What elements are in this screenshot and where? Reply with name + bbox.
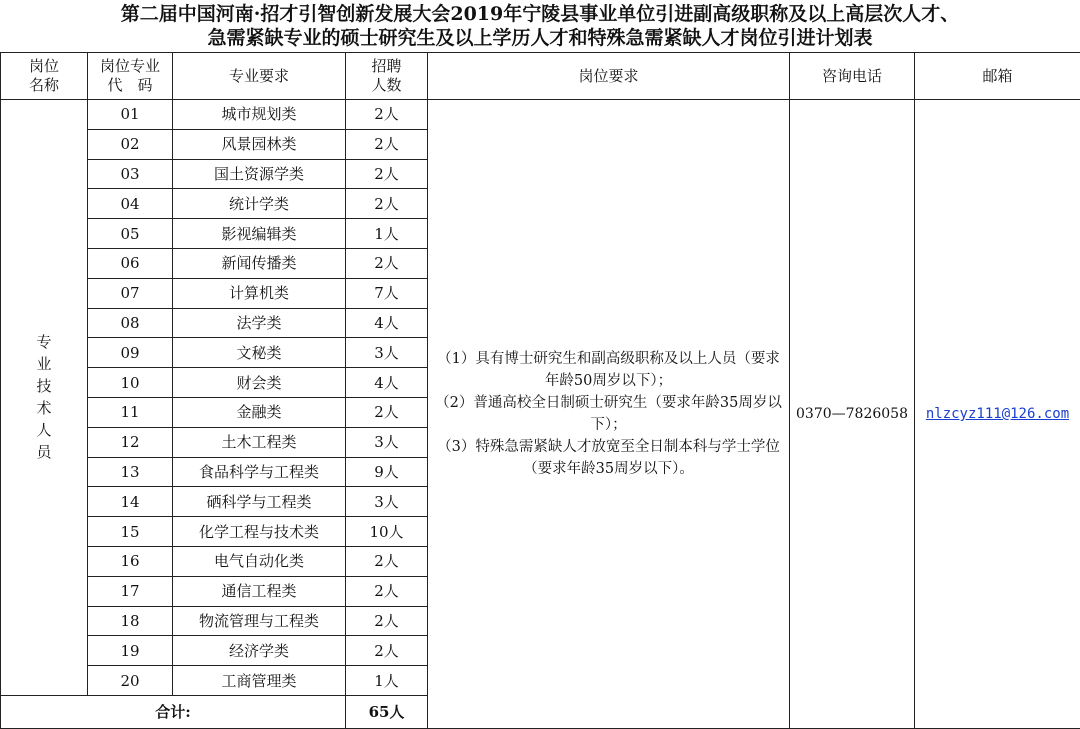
major-cell: 通信工程类 <box>173 576 346 606</box>
requirement-3: （3）特殊急需紧缺人才放宽至全日制本科与学士学位（要求年龄35周岁以下）。 <box>434 436 783 480</box>
header-phone: 咨询电话 <box>790 53 915 100</box>
count-cell: 3人 <box>346 338 428 368</box>
major-cell: 硒科学与工程类 <box>173 487 346 517</box>
code-cell: 18 <box>88 606 173 636</box>
header-requirements: 岗位要求 <box>428 53 790 100</box>
count-cell: 4人 <box>346 368 428 398</box>
header-position-name: 岗位名称 <box>1 53 88 100</box>
count-cell: 3人 <box>346 487 428 517</box>
count-cell: 2人 <box>346 636 428 666</box>
code-cell: 17 <box>88 576 173 606</box>
count-cell: 2人 <box>346 546 428 576</box>
total-label: 合计: <box>1 695 346 728</box>
count-cell: 2人 <box>346 576 428 606</box>
email-cell <box>915 100 1080 729</box>
code-cell: 05 <box>88 219 173 249</box>
count-cell: 2人 <box>346 129 428 159</box>
code-cell: 03 <box>88 159 173 189</box>
code-cell: 01 <box>88 100 173 130</box>
code-cell: 07 <box>88 278 173 308</box>
code-cell: 04 <box>88 189 173 219</box>
major-cell: 风景园林类 <box>173 129 346 159</box>
title-line-2: 急需紧缺专业的硕士研究生及以上学历人才和特殊急需紧缺人才岗位引进计划表 <box>0 26 1080 50</box>
count-cell: 1人 <box>346 219 428 249</box>
count-cell: 2人 <box>346 397 428 427</box>
requirements-cell <box>428 100 790 729</box>
code-cell: 11 <box>88 397 173 427</box>
major-cell: 财会类 <box>173 368 346 398</box>
major-cell: 食品科学与工程类 <box>173 457 346 487</box>
major-cell: 新闻传播类 <box>173 248 346 278</box>
count-cell: 3人 <box>346 427 428 457</box>
count-cell: 4人 <box>346 308 428 338</box>
major-cell: 化学工程与技术类 <box>173 517 346 547</box>
major-cell: 金融类 <box>173 397 346 427</box>
count-cell: 2人 <box>346 606 428 636</box>
major-cell: 工商管理类 <box>173 666 346 696</box>
code-cell: 16 <box>88 546 173 576</box>
count-cell: 2人 <box>346 189 428 219</box>
total-value: 65人 <box>346 695 428 728</box>
position-name-cell <box>1 100 88 696</box>
title-line-1: 第二届中国河南·招才引智创新发展大会2019年宁陵县事业单位引进副高级职称及以上高层次人才、 <box>0 2 1080 26</box>
count-cell: 10人 <box>346 517 428 547</box>
major-cell: 电气自动化类 <box>173 546 346 576</box>
header-position-code: 岗位专业代 码 <box>88 53 173 100</box>
major-cell: 土木工程类 <box>173 427 346 457</box>
email-link[interactable]: nlzcyz111@126.com <box>926 406 1069 422</box>
document-title <box>0 0 1080 52</box>
code-cell: 06 <box>88 248 173 278</box>
major-cell: 法学类 <box>173 308 346 338</box>
major-cell: 文秘类 <box>173 338 346 368</box>
code-cell: 09 <box>88 338 173 368</box>
major-cell: 计算机类 <box>173 278 346 308</box>
count-cell: 1人 <box>346 666 428 696</box>
code-cell: 10 <box>88 368 173 398</box>
major-cell: 城市规划类 <box>173 100 346 130</box>
code-cell: 13 <box>88 457 173 487</box>
code-cell: 14 <box>88 487 173 517</box>
header-row <box>1 53 1080 100</box>
major-cell: 影视编辑类 <box>173 219 346 249</box>
header-count: 招聘人数 <box>346 53 428 100</box>
count-cell: 2人 <box>346 159 428 189</box>
major-cell: 统计学类 <box>173 189 346 219</box>
major-cell: 国土资源学类 <box>173 159 346 189</box>
count-cell: 2人 <box>346 100 428 130</box>
count-cell: 2人 <box>346 248 428 278</box>
header-major: 专业要求 <box>173 53 346 100</box>
code-cell: 12 <box>88 427 173 457</box>
requirement-1: （1）具有博士研究生和副高级职称及以上人员（要求年龄50周岁以下）； <box>434 348 783 392</box>
count-cell: 7人 <box>346 278 428 308</box>
code-cell: 02 <box>88 129 173 159</box>
phone-cell: 0370—7826058 <box>790 100 915 729</box>
header-email: 邮箱 <box>915 53 1080 100</box>
requirement-2: （2）普通高校全日制硕士研究生（要求年龄35周岁以下）； <box>434 392 783 436</box>
code-cell: 20 <box>88 666 173 696</box>
major-cell: 经济学类 <box>173 636 346 666</box>
code-cell: 15 <box>88 517 173 547</box>
position-name: 专业技术人员 <box>35 331 53 463</box>
count-cell: 9人 <box>346 457 428 487</box>
code-cell: 08 <box>88 308 173 338</box>
recruitment-plan-table <box>0 52 1080 729</box>
code-cell: 19 <box>88 636 173 666</box>
major-cell: 物流管理与工程类 <box>173 606 346 636</box>
table-row <box>1 100 1080 130</box>
